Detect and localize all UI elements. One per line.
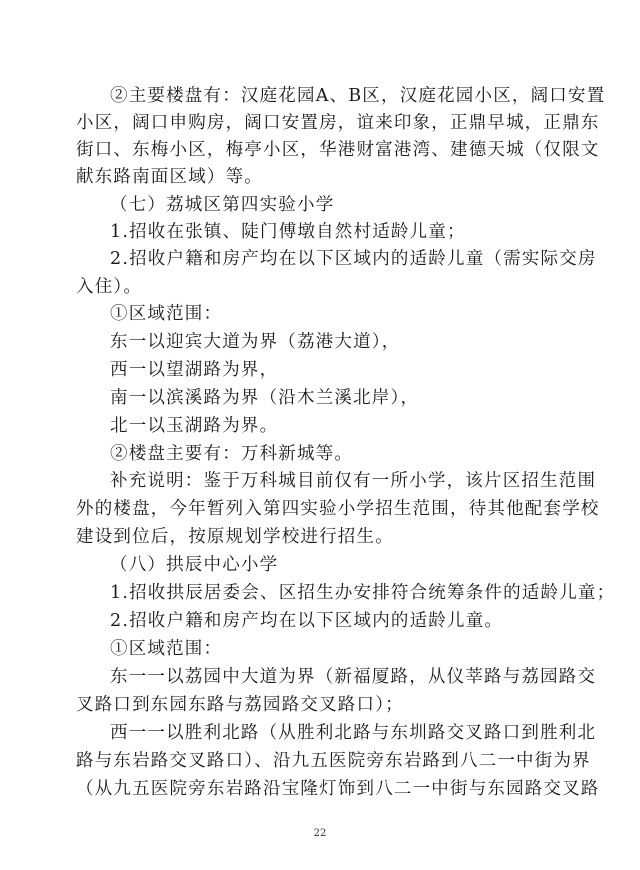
- text-line: 小区，阔口申购房，阔口安置房，谊来印象，正鼎早城，正鼎东: [76, 113, 600, 133]
- text-line: 西一一以胜利北路（从胜利北路与东圳路交叉路口到胜利北: [110, 723, 597, 743]
- text-line: 南一以滨溪路为界（沿木兰溪北岸），: [110, 388, 420, 408]
- section-heading: （七）荔城区第四实验小学: [110, 195, 335, 215]
- text-line: 2.招收户籍和房产均在以下区域内的适龄儿童。: [110, 611, 504, 631]
- text-line: 东一以迎宾大道为界（荔港大道），: [110, 332, 401, 352]
- text-line: 外的楼盘，今年暂列入第四实验小学招生范围，待其他配套学校: [76, 499, 600, 519]
- text-line: 北一以玉湖路为界。: [110, 416, 279, 436]
- text-line: 街口、东梅小区，梅亭小区，华港财富港湾、建德天城（仅限文: [76, 140, 600, 160]
- text-line: 路与东岩路交叉路口）、沿九五医院旁东岩路到八二一中街为界: [76, 751, 591, 771]
- text-line: ①区域范围：: [110, 304, 223, 324]
- text-line: 补充说明：鉴于万科城目前仅有一所小学，该片区招生范围: [110, 471, 597, 491]
- text-line: ②楼盘主要有：万科新城等。: [110, 444, 354, 464]
- text-line: 西一以望湖路为界，: [110, 360, 279, 380]
- section-heading: （八）拱辰中心小学: [110, 555, 279, 575]
- text-line: 1.招收在张镇、陡门傅墩自然村适龄儿童；: [110, 222, 466, 242]
- text-line: 献东路南面区域）等。: [76, 167, 263, 187]
- text-line: ②主要楼盘有：汉庭花园A、B区，汉庭花园小区，阔口安置: [110, 86, 606, 106]
- text-line: ①区域范围：: [110, 639, 223, 659]
- text-line: 叉路口到东园东路与荔园路交叉路口）；: [76, 695, 404, 715]
- text-line: 建设到位后，按原规划学校进行招生。: [76, 527, 394, 547]
- text-line: 2.招收户籍和房产均在以下区域内的适龄儿童（需实际交房: [110, 249, 597, 269]
- text-line: 1.招收拱辰居委会、区招生办安排符合统筹条件的适龄儿童；: [110, 583, 616, 603]
- text-line: 东一一以荔园中大道为界（新福厦路，从仪莘路与荔园路交: [110, 667, 597, 687]
- page-number: 22: [313, 828, 327, 839]
- text-line: （从九五医院旁东岩路沿宝隆灯饰到八二一中街与东园路交叉路: [76, 779, 600, 799]
- text-line: 入住）。: [76, 277, 143, 297]
